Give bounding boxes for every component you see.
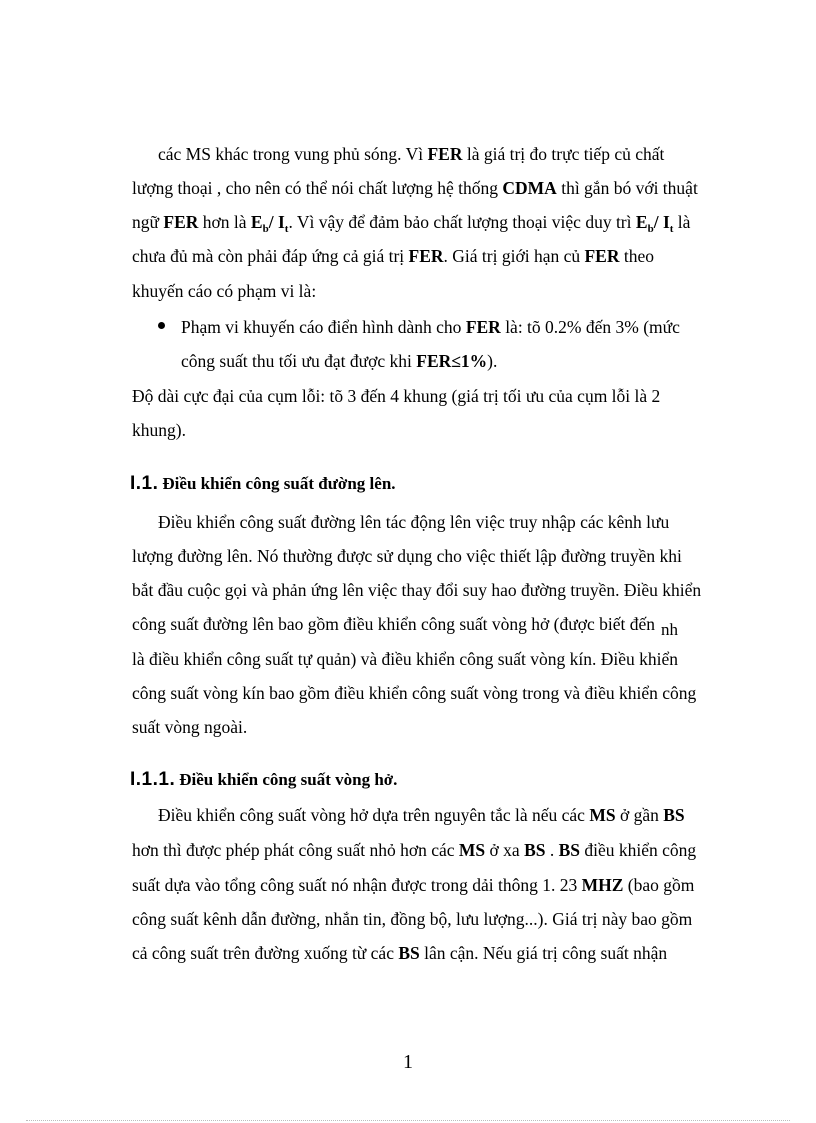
subsection-heading [130, 768, 397, 792]
page-bottom-divider [26, 1120, 790, 1121]
term-fer: FER [465, 317, 501, 337]
term-bs: BS [558, 840, 580, 860]
section-title: Điều khiển công suất vòng hở. [179, 770, 398, 789]
text-run: khuyến cáo có phạm vi là: [132, 281, 317, 301]
term-fer: FER [584, 246, 620, 266]
text-run: công suất đường lên bao gồm điều khiển công suất vòng hở (được biết đến [132, 614, 656, 634]
text-run: lượng thoại , cho nên có thể nói chất lượng hệ thống [132, 178, 503, 198]
text-run: điều khiển công [580, 840, 697, 860]
paragraph-line: công suất vòng kín bao gồm điều khiển công suất vòng trong và điều khiển công [132, 683, 697, 703]
term-bs: BS [663, 805, 685, 825]
text-run: ngữ [132, 212, 164, 232]
section-number: I.1. [130, 473, 159, 494]
paragraph-line [132, 907, 692, 931]
text-run: hơn thì được phép phát công suất nhỏ hơn các [132, 840, 459, 860]
paragraph-line: suất vòng ngoài. [132, 717, 248, 737]
text-run: Điều khiển công suất vòng hở dựa trên nguyên tắc là nếu các [158, 805, 590, 825]
paragraph-line: lượng đường lên. Nó thường được sử dụng cho việc thiết lập đường truyền khi [132, 546, 682, 566]
text-run: lân cận. Nếu giá trị công suất nhận [419, 943, 668, 963]
bullet-line [181, 315, 680, 339]
text-run: các MS khác trong vung phủ sóng. Vì [158, 144, 428, 164]
text-run: (bao gồm [623, 875, 695, 895]
text-run: công suất thu tối ưu đạt được khi [181, 351, 417, 371]
term-fer: FER [163, 212, 199, 232]
text-run: ở xa [485, 840, 525, 860]
text-run: . Giá trị giới hạn củ [443, 246, 585, 266]
term-mhz: MHZ [581, 875, 624, 895]
term-ms: MS [589, 805, 616, 825]
text-run: là giá trị đo trực tiếp củ chất [462, 144, 665, 164]
term-bs: BS [524, 840, 546, 860]
text-run: chưa đủ mà còn phải đáp ứng cả giá trị [132, 246, 409, 266]
paragraph-line [158, 803, 685, 827]
text-run: suất dựa vào tổng công suất nó nhận được trong dải thông 1. 23 [132, 875, 582, 895]
text-run: theo [619, 246, 654, 266]
text-run: . Vì vậy để đảm bảo chất lượng thoại việc duy trì [288, 212, 636, 232]
section-title: Điều khiển công suất đường lên. [162, 474, 396, 493]
formula-eb-it: $E_b/$ $I_t$ [250, 212, 289, 235]
paragraph-line [132, 612, 678, 637]
paragraph-line [132, 244, 654, 268]
text-run: là [673, 212, 691, 232]
term-fer: FER [408, 246, 444, 266]
paragraph-line: khung). [132, 420, 186, 440]
formula-eb-it: $E_b/$ $I_t$ [635, 212, 674, 235]
paragraph-line [132, 873, 694, 897]
text-run: Phạm vi khuyến cáo điển hình dành cho [181, 317, 466, 337]
term-cdma: CDMA [502, 178, 557, 198]
term-ms: MS [458, 840, 486, 860]
page-number: 1 [403, 1051, 413, 1073]
text-run: ). [487, 351, 498, 371]
paragraph-line: là điều khiển công suất tự quản) và điều khiển công suất vòng kín. Điều khiển [132, 649, 679, 669]
paragraph-line: bắt đầu cuộc gọi và phản ứng lên việc thay đổi suy hao đường truyền. Điều khiển [132, 580, 702, 600]
section-heading [130, 472, 396, 496]
term-fer-condition: FER≤1% [416, 351, 488, 371]
paragraph-line [132, 279, 316, 303]
term-fer: FER [427, 144, 463, 164]
paragraph-line [158, 142, 770, 166]
term-bs: BS [398, 943, 420, 963]
text-run: cả công suất trên đường xuống từ các [132, 943, 399, 963]
text-run: là: tõ 0.2% đến 3% (mức [500, 317, 680, 337]
section-number: I.1.1. [130, 769, 176, 790]
bullet-icon [158, 322, 165, 329]
paragraph-line [132, 838, 696, 862]
text-run: thì gắn bó với thuật [556, 178, 698, 198]
paragraph-line [132, 210, 690, 234]
paragraph-line [132, 941, 667, 965]
text-run: ở gần [615, 805, 664, 825]
paragraph-line: Điều khiển công suất đường lên tác động lên việc truy nhập các kênh lưu [158, 512, 670, 532]
text-run: hơn là [198, 212, 251, 232]
bullet-line [181, 349, 497, 373]
paragraph-line [132, 176, 698, 200]
paragraph-line: Độ dài cực đại của cụm lỗi: tõ 3 đến 4 khung (giá trị tối ưu của cụm lỗi là 2 [132, 386, 661, 406]
text-insert: nh [661, 620, 679, 639]
text-run: . [545, 840, 559, 860]
text-run: công suất kênh dẫn đường, nhắn tin, đồng bộ, lưu lượng...). Giá trị này bao gồm [132, 909, 693, 929]
